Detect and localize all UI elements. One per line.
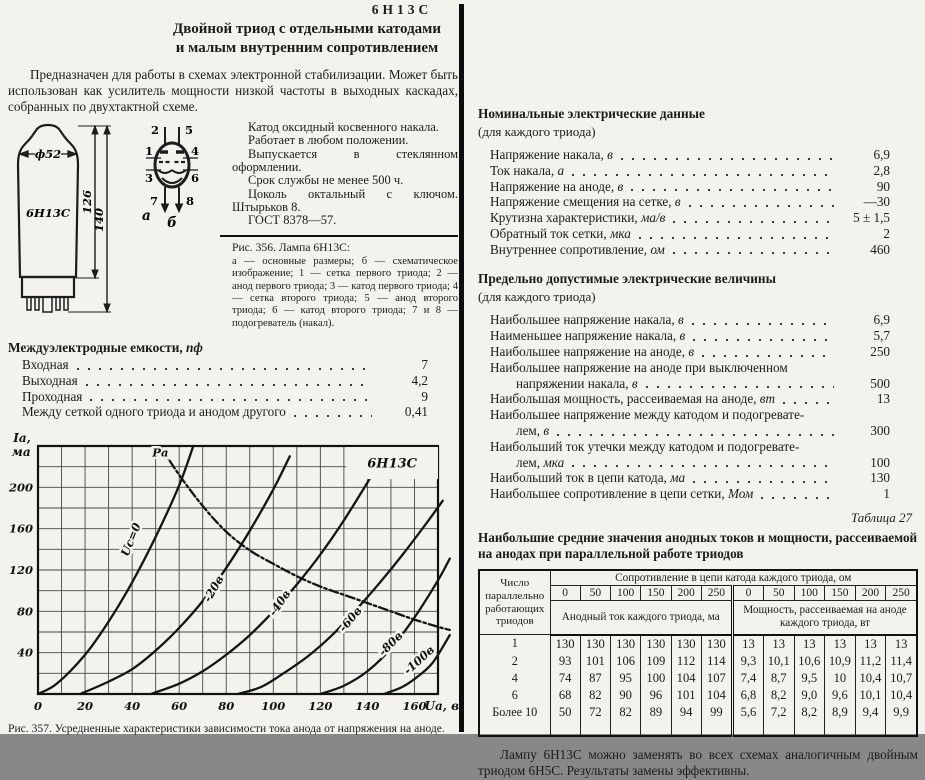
table-row [479, 635, 917, 653]
limit-unit: в [676, 328, 686, 344]
feature-item: Срок службы не менее 500 ч. [248, 173, 404, 188]
nominal-label: Напряжение накала, в [490, 147, 613, 162]
nominal-unit: в [614, 178, 624, 194]
feature-item: Работает в любом положении. [248, 133, 409, 148]
limit-row [490, 471, 890, 486]
value-cell: 6,8 [733, 687, 764, 704]
nominal-dot-leader [689, 205, 834, 207]
value-cell: 130 [701, 635, 732, 653]
value-cell: 10,4 [855, 670, 886, 687]
limit-unit: Мом [724, 486, 754, 502]
y-tick-label: 200 [8, 480, 33, 495]
capacitance-value: 4,2 [411, 372, 428, 388]
nominal-unit: в [671, 194, 681, 210]
doc-title-line1: Двойной триод с отдельными катодами [172, 21, 442, 37]
value-cell: 9,4 [855, 704, 886, 721]
value-cell: 10,7 [886, 670, 917, 687]
table-27 [478, 569, 918, 737]
value-cell: 13 [763, 635, 794, 653]
value-cell: 13 [825, 635, 856, 653]
limit-label: лем, мка [516, 454, 565, 470]
spacer-cell [479, 721, 550, 736]
value-cell: 107 [701, 670, 732, 687]
spacer-cell [794, 721, 825, 736]
limit-row-first-line: Наибольшее напряжение на аноде при выключенном [490, 359, 788, 375]
limit-label: Наибольшая мощность, рассеиваемая на аноде, вт [490, 391, 776, 407]
limit-row [490, 345, 890, 360]
limit-label: Наибольшее напряжение на аноде, в [490, 344, 695, 360]
limit-unit: ма [666, 470, 686, 486]
resistance-header-cell: 50 [580, 585, 610, 600]
curve-label-Uс=0: Uс=0 [117, 521, 144, 559]
value-cell: 95 [611, 670, 641, 687]
value-cell: 11,4 [886, 653, 917, 670]
limit-unit: в [674, 312, 684, 328]
curve-label--60в: -60в [335, 603, 365, 635]
feature-item: Выпускается в стеклянном оформлении. [232, 146, 458, 174]
x-tick-label: 140 [355, 699, 380, 714]
nominal-row [490, 148, 890, 163]
resistance-header-cell: 200 [671, 585, 701, 600]
spacer-cell [550, 721, 580, 736]
table-group1-header: Анодный ток каждого триода, ма [550, 600, 733, 634]
nominal-unit: ом [647, 241, 665, 257]
table-top-header: Сопротивление в цепи катода каждого триода, ом [550, 570, 917, 586]
nominal-label: Напряжение смещения на сетке, в [490, 194, 681, 210]
limit-value: 500 [870, 375, 890, 391]
limits-heading: Предельно допустимые электрические величины [478, 271, 776, 287]
resistance-header-cell: 150 [825, 585, 856, 600]
x-axis-label: Uа, в [424, 699, 459, 714]
capacitances-list [22, 358, 458, 420]
limit-dot-leader [761, 497, 834, 499]
nominal-value: 2,8 [873, 162, 890, 178]
feature-item: ГОСТ 8378—57. [248, 213, 337, 228]
spacer-cell [825, 721, 856, 736]
pin-2-label: 2 [150, 122, 159, 137]
value-cell: 114 [701, 653, 732, 670]
triode-count-cell: 1 [479, 635, 550, 653]
resistance-header-cell: 0 [550, 585, 580, 600]
resistance-header-cell: 150 [641, 585, 671, 600]
caption-rule [220, 235, 458, 237]
y-tick-label: 160 [8, 521, 33, 536]
y-axis-label-line1: Iа, [13, 431, 31, 446]
nominal-dot-leader [631, 189, 834, 191]
nominal-unit: в [603, 147, 613, 162]
nominal-row [490, 195, 890, 210]
chart-grid [38, 446, 438, 694]
value-cell: 8,2 [794, 704, 825, 721]
limit-label: Наибольшее сопротивление в цепи сетки, Мом [490, 486, 754, 502]
value-cell: 87 [580, 670, 610, 687]
nominal-value: 90 [876, 178, 890, 194]
capacitance-value: 0,41 [404, 404, 428, 420]
resistance-header-cell: 50 [763, 585, 794, 600]
limit-value: 130 [870, 470, 890, 486]
nominal-unit: ма/в [637, 210, 666, 226]
value-cell: 101 [671, 687, 701, 704]
limit-row [490, 313, 890, 328]
limit-dot-leader [646, 386, 834, 388]
value-cell: 104 [671, 670, 701, 687]
spacer-cell [611, 721, 641, 736]
value-cell: 7,2 [763, 704, 794, 721]
limit-dot-leader [572, 465, 834, 467]
value-cell: 72 [580, 704, 610, 721]
value-cell: 10,1 [763, 653, 794, 670]
value-cell: 8,9 [825, 704, 856, 721]
capacitance-row [22, 374, 428, 389]
limit-dot-leader [557, 434, 834, 436]
value-cell: 130 [580, 635, 610, 653]
spacer-cell [671, 721, 701, 736]
triode-count-cell: Более 10 [479, 704, 550, 721]
left-column [8, 0, 458, 736]
nominal-label: Напряжение на аноде, в [490, 178, 624, 194]
table-row [479, 653, 917, 670]
nominal-label: Ток накала, а [490, 162, 565, 178]
value-cell: 9,3 [733, 653, 764, 670]
curve-label--20в: -20в [200, 573, 227, 605]
spacer-cell [641, 721, 671, 736]
nominal-value: 6,9 [873, 147, 890, 162]
resistance-header-cell: 250 [701, 585, 732, 600]
limit-row [490, 424, 890, 439]
capacitance-row [22, 405, 428, 420]
value-cell: 7,4 [733, 670, 764, 687]
intro-paragraph: Предназначен для работы в схемах электронной стабилизации. Может быть использован как усилитель мощности низкой частоты в выходных каскадах, собранных по двухтактной схеме. [8, 66, 458, 114]
limit-label: Наименьшее напряжение накала, в [490, 328, 686, 344]
capacitance-row [22, 390, 428, 405]
value-cell: 130 [641, 635, 671, 653]
value-cell: 10,1 [855, 687, 886, 704]
value-cell: 13 [733, 635, 764, 653]
capacitances-heading-unit: пф [186, 340, 203, 356]
dimension-126-label: 126 [80, 189, 94, 214]
value-cell: 10 [825, 670, 856, 687]
nominal-dot-leader [673, 221, 834, 223]
table-27-header [479, 570, 917, 635]
y-tick-label: 80 [16, 604, 33, 619]
value-cell: 10,4 [886, 687, 917, 704]
capacitances-heading-text: Междуэлектродные емкости, [8, 340, 183, 356]
limit-value: 5,7 [873, 328, 890, 344]
value-cell: 96 [641, 687, 671, 704]
tube-dimensions-and-pinout-drawing [8, 121, 226, 317]
pin-7-label: 7 [149, 193, 158, 208]
replacement-note: Лампу 6Н13С можно заменять во всех схемах аналогичным двойным триодом 6Н5С. Результаты замены эффективны. [478, 746, 918, 779]
value-cell: 101 [580, 653, 610, 670]
capacitance-row [22, 358, 428, 373]
limit-row [490, 487, 890, 502]
nominal-label: Обратный ток сетки, мка [490, 225, 631, 241]
pin-8-label: 8 [186, 193, 195, 208]
pin-5-label: 5 [185, 122, 194, 137]
capacitance-label: Между сеткой одного триода и анодом другого [22, 404, 286, 420]
x-tick-label: 100 [261, 699, 286, 714]
nominal-dot-leader [673, 252, 834, 254]
right-column [478, 100, 918, 780]
diameter-label: ф52 [34, 146, 62, 161]
feature-item: Цоколь октальный с ключом. Штырьков 8. [232, 186, 458, 215]
value-cell: 104 [701, 687, 732, 704]
nominal-row [490, 243, 890, 258]
value-cell: 9,9 [886, 704, 917, 721]
value-cell: 93 [550, 653, 580, 670]
y-tick-label: 120 [8, 563, 33, 578]
spacer-cell [701, 721, 732, 736]
limit-dot-leader [702, 355, 834, 357]
anode-characteristics-chart [8, 426, 460, 718]
table-27-body [479, 635, 917, 736]
nominal-data-list [490, 148, 918, 257]
limits-subheading: (для каждого триода) [478, 289, 596, 305]
x-tick-label: 0 [33, 699, 43, 714]
value-cell: 112 [671, 653, 701, 670]
resistance-header-cell: 0 [733, 585, 764, 600]
limit-row-first-line: Наибольшее напряжение между катодом и подогревате- [490, 407, 805, 423]
value-cell: 13 [855, 635, 886, 653]
value-cell: 13 [794, 635, 825, 653]
value-cell: 89 [641, 704, 671, 721]
limit-row [490, 392, 890, 407]
limit-label: лем, в [516, 422, 550, 438]
table-row [479, 670, 917, 687]
nominal-row [490, 164, 890, 179]
resistance-header-cell: 250 [886, 585, 917, 600]
spacer-cell [733, 721, 764, 736]
limit-value: 6,9 [873, 312, 890, 328]
nominal-row [490, 227, 890, 242]
triode-count-cell: 4 [479, 670, 550, 687]
x-tick-label: 80 [218, 699, 235, 714]
value-cell: 130 [611, 635, 641, 653]
figure-356-caption-body: а — основные размеры; б — схематическое изображение; 1 — сетка первого триода; 2 — анод первого триода; 3 — катод первого триода; 4 — сетка второго триода; 5 — анод второго триода; 6 — катод второго триода; 7 и 8 — подогреватель (накал). [232, 255, 458, 329]
limit-dot-leader [693, 481, 834, 483]
figure-356 [8, 121, 458, 330]
nominal-data-subheading: (для каждого триода) [478, 124, 596, 139]
value-cell: 9,5 [794, 670, 825, 687]
value-cell: 106 [611, 653, 641, 670]
spacer-cell [763, 721, 794, 736]
resistance-header-cell: 100 [611, 585, 641, 600]
nominal-row [490, 211, 890, 226]
limit-unit: в [540, 422, 550, 438]
value-cell: 90 [611, 687, 641, 704]
capacitance-dot-leader [77, 368, 372, 370]
tube-body-label: 6Н13С [25, 205, 71, 220]
x-tick-label: 40 [124, 699, 141, 714]
value-cell: 8,7 [763, 670, 794, 687]
tube-pins [27, 297, 68, 312]
nominal-dot-leader [621, 158, 834, 160]
limits-list [490, 313, 918, 501]
triode-count-cell: 6 [479, 687, 550, 704]
curve-label--100в: -100в [400, 642, 438, 678]
limit-value: 250 [870, 344, 890, 360]
capacitance-value: 7 [421, 357, 428, 373]
value-cell: 8,2 [763, 687, 794, 704]
dimension-140-label: 140 [92, 207, 106, 232]
capacitance-label: Проходная [22, 388, 83, 404]
table-row [479, 704, 917, 721]
figure-357-caption: Рис. 357. Усредненные характеристики зависимости тока анода от напряжения на аноде. [8, 722, 445, 736]
capacitance-dot-leader [294, 415, 372, 417]
nominal-unit: а [554, 162, 565, 178]
y-tick-label: 40 [16, 645, 33, 660]
value-cell: 82 [580, 687, 610, 704]
nominal-dot-leader [572, 174, 834, 176]
nominal-label: Крутизна характеристики, ма/в [490, 210, 666, 226]
curve-label-Pа: Pа [152, 445, 169, 460]
limit-unit: вт [756, 391, 776, 407]
value-cell: 109 [641, 653, 671, 670]
limit-row [490, 377, 890, 392]
spacer-cell [886, 721, 917, 736]
limit-row [490, 329, 890, 344]
figure-side-text [232, 121, 458, 330]
limit-unit: в [628, 375, 638, 391]
capacitances-heading [8, 340, 458, 356]
limit-value: 100 [870, 454, 890, 470]
capacitance-label: Выходная [22, 372, 78, 388]
nominal-value: —30 [863, 194, 890, 210]
limit-label: Наибольшее напряжение накала, в [490, 312, 684, 328]
curve--20в [80, 457, 289, 695]
limit-dot-leader [692, 323, 834, 325]
limit-unit: мка [540, 454, 565, 470]
nominal-value: 5 ± 1,5 [853, 210, 890, 226]
value-cell: 82 [611, 704, 641, 721]
limit-value: 300 [870, 422, 890, 438]
value-cell: 9,0 [794, 687, 825, 704]
page-header-tube-model: 6Н13С [371, 2, 433, 17]
pin-1-label: 1 [144, 143, 154, 158]
capacitance-label: Входная [22, 357, 69, 373]
feature-item: Катод оксидный косвенного накала. [248, 119, 440, 134]
curve-label--80в: -80в [375, 628, 406, 659]
capacitance-value: 9 [421, 388, 428, 404]
y-axis-label-line2: ма [11, 445, 31, 460]
subfigure-a-label: а [142, 207, 151, 224]
feature-list [232, 121, 458, 228]
value-cell: 94 [671, 704, 701, 721]
value-cell: 100 [641, 670, 671, 687]
x-tick-label: 20 [77, 699, 94, 714]
pin-4-label: 4 [190, 143, 200, 158]
limit-label: Наибольший ток в цепи катода, ма [490, 470, 686, 486]
nominal-row [490, 180, 890, 195]
x-tick-label: 120 [308, 699, 333, 714]
figure-356-caption-title: Рис. 356. Лампа 6Н13С: [232, 240, 351, 254]
limit-value: 13 [876, 391, 890, 407]
resistance-header-cell: 100 [794, 585, 825, 600]
spacer-cell [855, 721, 886, 736]
table-27-title: Наибольшие средние значения анодных токов и мощности, рассеиваемой на анодах при параллельной работе триодов [478, 529, 918, 562]
limit-value: 1 [883, 486, 890, 502]
value-cell: 11,2 [855, 653, 886, 670]
capacitance-dot-leader [86, 384, 372, 386]
value-cell: 10,9 [825, 653, 856, 670]
x-tick-label: 60 [171, 699, 188, 714]
pin-3-label: 3 [144, 170, 154, 185]
nominal-unit: мка [606, 225, 631, 241]
table-group2-header: Мощность, рассеиваемая на аноде каждого триода, вт [733, 600, 918, 634]
x-tick-label: 160 [402, 699, 427, 714]
nominal-label: Внутреннее сопротивление, ом [490, 241, 665, 257]
value-cell: 9,6 [825, 687, 856, 704]
chart-title: 6Н13С [367, 456, 418, 472]
value-cell: 50 [550, 704, 580, 721]
doc-title-line2: и малым внутренним сопротивлением [175, 39, 439, 56]
limit-dot-leader [783, 402, 834, 404]
value-cell: 130 [671, 635, 701, 653]
value-cell: 130 [550, 635, 580, 653]
table-row [479, 687, 917, 704]
nominal-data-heading: Номинальные электрические данные [478, 106, 705, 121]
nominal-dot-leader [639, 237, 834, 239]
limit-unit: в [685, 344, 695, 360]
capacitance-dot-leader [90, 399, 372, 401]
value-cell: 10,6 [794, 653, 825, 670]
doc-title [156, 20, 458, 58]
nominal-value: 460 [870, 241, 890, 257]
table-27-tag: Таблица 27 [850, 509, 912, 525]
limit-row [490, 456, 890, 471]
pin-6-label: 6 [190, 170, 200, 185]
limit-label: напряжении накала, в [516, 375, 638, 391]
table-spacer-row [479, 721, 917, 736]
nominal-value: 2 [883, 225, 890, 241]
limit-dot-leader [693, 339, 834, 341]
limit-row-first-line: Наибольший ток утечки между катодом и подогревате- [490, 438, 800, 454]
resistance-header-cell: 200 [855, 585, 886, 600]
triode-count-cell: 2 [479, 653, 550, 670]
value-cell: 74 [550, 670, 580, 687]
spacer-cell [580, 721, 610, 736]
value-cell: 68 [550, 687, 580, 704]
value-cell: 13 [886, 635, 917, 653]
value-cell: 99 [701, 704, 732, 721]
value-cell: 5,6 [733, 704, 764, 721]
curve-label--40в: -40в [265, 587, 294, 619]
subfigure-b-label: б [167, 214, 177, 231]
table-stub-header: Число параллельно работающих триодов [479, 570, 550, 635]
